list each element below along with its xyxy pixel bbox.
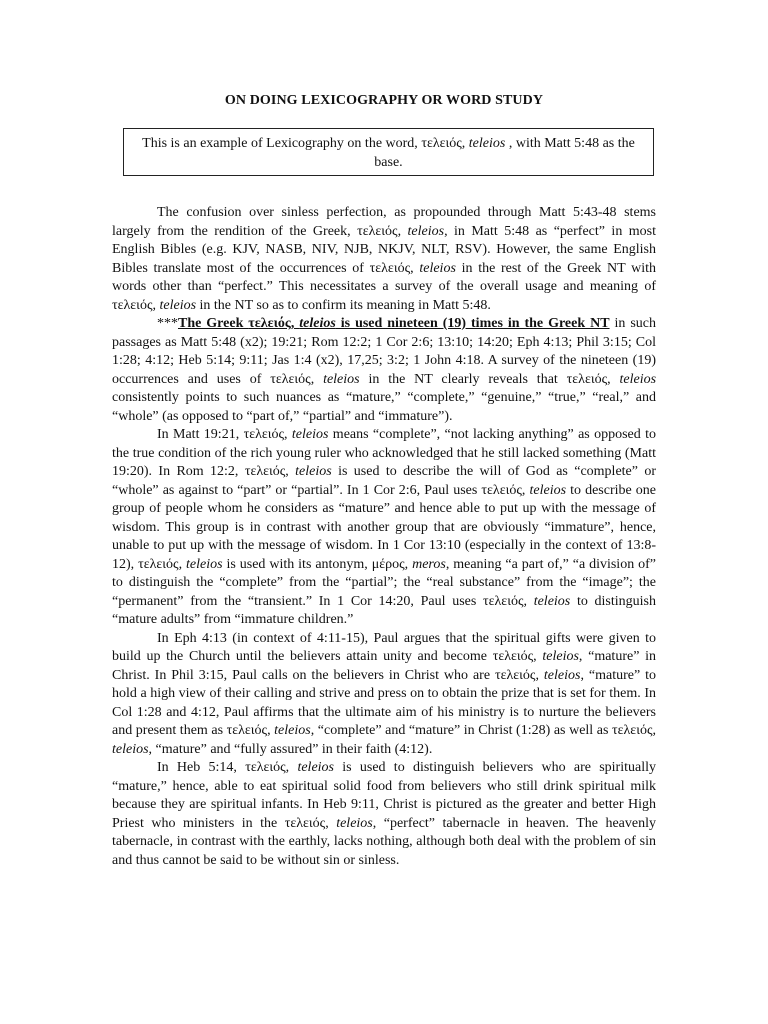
note-text: , <box>461 136 469 151</box>
greek-word: τελειός <box>483 593 524 609</box>
transliteration: teleios <box>543 667 581 683</box>
transliteration: teleios <box>336 815 373 831</box>
transliteration: meros <box>412 556 446 572</box>
text-run: , “mature” to hold a high view of their calling and strive and press on to obtain the prize that is set for them. In Col 1:28 and 4:12, Paul affirms that the ultimate aim of his ministry is to nurture the believers and present them as <box>112 667 657 738</box>
transliteration: teleios <box>274 723 311 738</box>
greek-word: τελειός <box>357 223 398 239</box>
greek-word: τελειός <box>421 136 462 151</box>
text-run: to distinguish “mature adults” from “immature children.” <box>112 593 656 627</box>
greek-word: τελειός <box>369 260 411 276</box>
transliteration: teleios <box>529 482 567 498</box>
text-run: , <box>410 260 420 276</box>
transliteration: teleios <box>297 760 334 775</box>
text-run: , meaning “a part of,” “a division of” to distinguish the “complete” from the “partial”; the “real substance” from the “image”; the “permanent” from the “transient.” In 1 Cor 14:20, Paul uses <box>112 556 657 609</box>
greek-word: τελειός <box>612 723 653 738</box>
text-run: in the NT clearly reveals that <box>359 371 567 387</box>
page-title: ON DOING LEXICOGRAPHY OR WORD STUDY <box>224 93 544 108</box>
text-run: , <box>285 760 298 775</box>
text-run: in such passages as Matt 5:48 (x2); 19:21; Rom 12:2; 1 Cor 2:6; 13:10; 14:20; Eph 4:13; Phil 3:15; Col 1:28; 4:12; Heb 5:14; 9:11; Jas 1:4 (x2), 17,25; 3:2; 1 John 4:18. A survey of the nineteen (19) occurrences and uses of <box>112 316 656 387</box>
transliteration: teleios <box>295 464 332 479</box>
text-run: , “mature” and “fully assured” in their faith (4:12). <box>148 741 433 757</box>
greek-word: τελειός <box>226 723 268 738</box>
text-run: is used to distinguish believers who are spiritually “mature,” hence, able to eat spiritual solid food from believers who still drink spiritual milk because they are spiritual infants. In Heb 9:11, Christ is pictured as the greater and better High Priest who ministers in the <box>112 760 656 831</box>
transliteration: teleios <box>542 649 579 664</box>
text-run: *** <box>157 316 178 331</box>
text-run: consistently points to such nuances as “mature,” “complete,” “genuine,” “true,” “real,” and “whole” (as opposed to “part of,” “partial” and “immature”). <box>112 390 656 424</box>
paragraph-5 <box>112 759 656 870</box>
text-run: , <box>607 371 620 387</box>
text-run: , <box>178 556 187 572</box>
body-text <box>112 204 656 870</box>
text-run: The Greek <box>178 316 249 331</box>
text-run: , <box>325 815 337 831</box>
paragraph-4 <box>112 630 656 760</box>
transliteration: teleios <box>299 316 336 331</box>
text-run: means “complete”, “not lacking anything” as opposed to the true condition of the rich young ruler who acknowledged that he still lacked something (Matt 19:20). In Rom 12:2, <box>112 427 657 479</box>
text-run: in the rest of the Greek NT with words other than “perfect.” This necessitates a survey of the overall usage and meaning of <box>112 260 657 294</box>
note-text: , with Matt 5:48 as the base. <box>374 136 635 170</box>
transliteration: teleios <box>159 297 197 313</box>
text-run: is used with its antonym, <box>222 556 372 572</box>
greek-word: τελειός <box>112 297 153 313</box>
transliteration: teleios <box>619 371 657 387</box>
greek-word: μέρος <box>371 556 405 572</box>
note-text: This is an example of Lexicography on the word, <box>142 136 422 151</box>
transliteration: teleios <box>419 260 456 276</box>
transliteration: teleios <box>186 556 223 572</box>
text-run: , <box>523 593 534 609</box>
example-note-box <box>123 128 654 176</box>
greek-word: τελειός <box>138 556 179 572</box>
paragraph-1 <box>112 204 656 315</box>
text-run: , <box>267 723 275 738</box>
text-run: is used to describe the will of God as “complete” or “whole” as against to “part” or “partial”. In 1 Cor 2:6, Paul uses <box>112 464 657 498</box>
text-run: , <box>521 482 530 498</box>
transliteration: teleios <box>323 371 360 387</box>
text-run: , <box>404 556 413 572</box>
paragraph-2 <box>112 315 656 426</box>
highlight-sentence <box>178 316 610 331</box>
greek-word: τελειός <box>244 464 286 479</box>
transliteration: teleios <box>407 223 445 239</box>
greek-word: τελειός <box>243 427 285 442</box>
text-run: In Heb 5:14, <box>157 760 246 775</box>
text-run: , “complete” and “mature” in Christ (1:28) as well as <box>310 723 613 738</box>
text-run: to describe one group of people whom he considers as “mature” and hence able to put up with the message of wisdom. This group is in contrast with another group that are obviously “immature”, hence, unable to put up with the message of wisdom. In 1 Cor 13:10 (especially in the context of 13:8-12), <box>112 482 656 572</box>
greek-word: τελειός <box>481 482 522 498</box>
greek-word: τελειός <box>248 316 291 331</box>
greek-word: τελειός <box>566 371 608 387</box>
transliteration: teleios <box>112 741 149 757</box>
text-run: , <box>310 371 324 387</box>
text-run: , <box>152 297 160 313</box>
greek-word: τελειός <box>492 649 534 664</box>
greek-word: τελειός <box>494 667 536 683</box>
text-run: , <box>284 427 292 442</box>
greek-word: τελειός <box>245 760 286 775</box>
text-run: , “mature” in Christ. In Phil 3:15, Paul calls on the believers in Christ who are <box>112 649 657 683</box>
text-run: in the NT so as to confirm its meaning in Matt 5:48. <box>196 297 491 313</box>
text-run: , <box>535 667 544 683</box>
text-run: , in Matt 5:48 as “perfect” in most English Bibles (e.g. KJV, NASB, NIV, NJB, NKJV, NLT, RSV). However, the same English Bibles translate most of the occurrences of <box>112 223 656 276</box>
greek-word: τελειός <box>284 815 326 831</box>
paragraph-3 <box>112 426 656 630</box>
text-run: is used nineteen (19) times in the Greek NT <box>335 316 610 331</box>
text-run: The confusion over sinless perfection, as propounded through Matt 5:43-48 stems largely from the rendition of the Greek, <box>112 205 656 239</box>
text-run: , “perfect” tabernacle in heaven. The heavenly tabernacle, in contrast with the earthly, lacks nothing, although both deal with the problem of sin and thus cannot be said to be without sin or sinless. <box>112 815 657 868</box>
text-run: In Matt 19:21, <box>157 427 244 442</box>
text-run: , <box>652 723 656 738</box>
transliteration: teleios <box>291 427 329 442</box>
text-run: , <box>285 464 296 479</box>
text-run: , <box>397 223 408 239</box>
text-run: , <box>290 316 300 331</box>
text-run: In Eph 4:13 (in context of 4:11-15), Paul argues that the spiritual gifts were given to build up the Church until the believers attain unity and become <box>112 630 656 664</box>
transliteration: teleios <box>533 593 571 609</box>
text-run: , <box>533 649 543 664</box>
transliteration: teleios <box>468 136 506 151</box>
greek-word: τελειός <box>270 371 311 387</box>
